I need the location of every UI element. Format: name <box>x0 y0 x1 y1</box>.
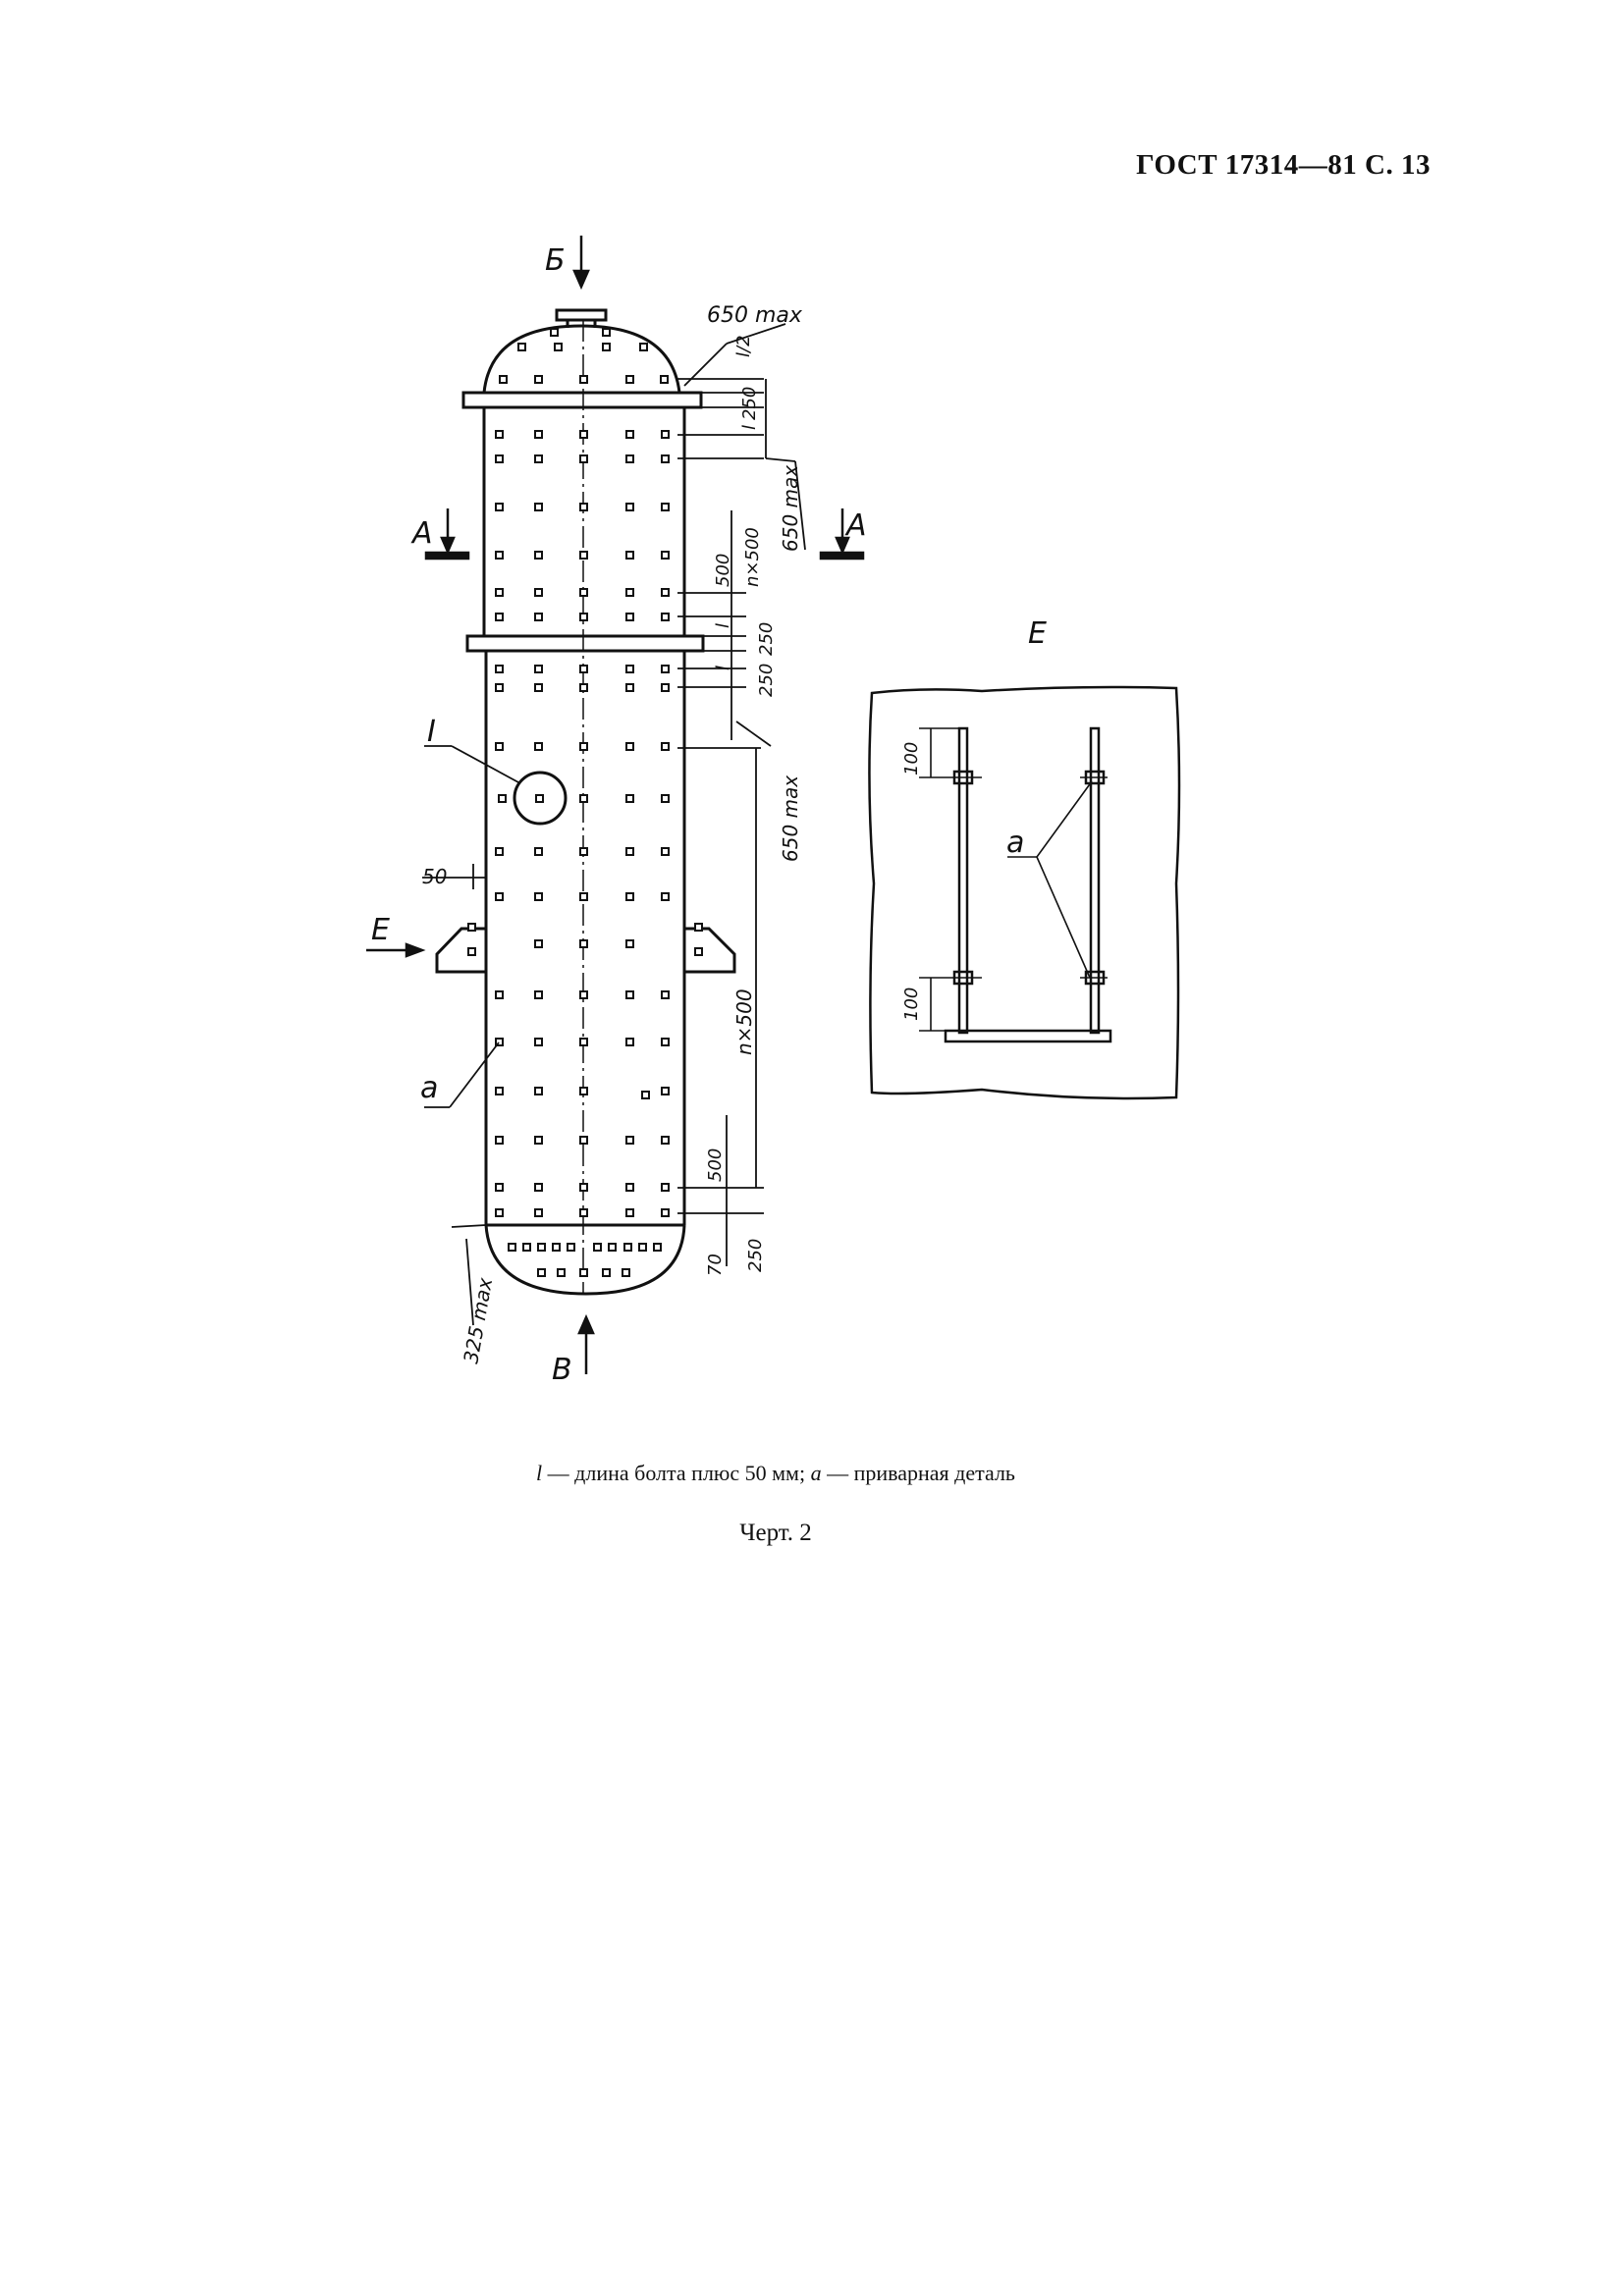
label-e-arrow: Е <box>371 913 390 947</box>
label-a-main: а <box>420 1071 439 1105</box>
support-lug-left <box>437 929 486 972</box>
dim-e-100-bottom: 100 <box>901 987 922 1021</box>
weld-parts-grid <box>468 329 702 1276</box>
figure-caption <box>0 1461 1551 1486</box>
bottom-dome <box>486 1225 684 1294</box>
dim-nx500-upper: n×500 <box>742 527 763 587</box>
dim-500-lower: 500 <box>705 1148 726 1182</box>
caption-a-symbol: а <box>810 1461 822 1485</box>
label-i: I <box>427 715 436 749</box>
dim-top-650: 650 max <box>707 303 802 328</box>
dim-650-lower: 650 max <box>779 774 802 862</box>
dim-50: 50 <box>422 865 448 888</box>
middle-flange <box>467 636 703 651</box>
dim-l-mid-2: l <box>713 665 733 670</box>
dim-250-mid-2: 250 <box>756 663 777 697</box>
dim-l-top: l <box>739 424 760 430</box>
dim-l-over-2: l/2 <box>733 335 754 357</box>
dim-e-100-top: 100 <box>901 741 922 775</box>
page-header: ГОСТ 17314—81 С. 13 <box>1136 149 1431 181</box>
caption-l-text: — длина болта плюс 50 мм; <box>542 1461 811 1485</box>
dim-l-mid-1: l <box>713 622 733 628</box>
caption-a-text: — приварная деталь <box>821 1461 1015 1485</box>
dim-250-mid-1: 250 <box>756 621 777 656</box>
dim-250-top: 250 <box>739 386 760 420</box>
label-v: В <box>552 1353 572 1387</box>
dim-325: 325 max <box>459 1275 498 1365</box>
label-a-right: А <box>846 508 867 543</box>
label-a-left: А <box>412 516 433 551</box>
dim-nx500-lower: n×500 <box>732 988 756 1055</box>
drawing-labels <box>371 243 1047 1387</box>
label-b: Б <box>545 243 566 278</box>
figure-title: Черт. 2 <box>739 1520 812 1546</box>
label-e-title: Е <box>1028 616 1047 651</box>
dim-70: 70 <box>705 1254 726 1276</box>
support-lug-right <box>684 929 734 972</box>
dim-250-bottom: 250 <box>745 1238 766 1272</box>
dim-500-upper: 500 <box>713 553 733 587</box>
top-flange <box>463 393 701 407</box>
caption-l-symbol: l <box>536 1461 543 1485</box>
label-a-detail: а <box>1006 826 1025 860</box>
dim-650-upper: 650 max <box>779 464 802 552</box>
top-nozzle <box>557 310 606 320</box>
